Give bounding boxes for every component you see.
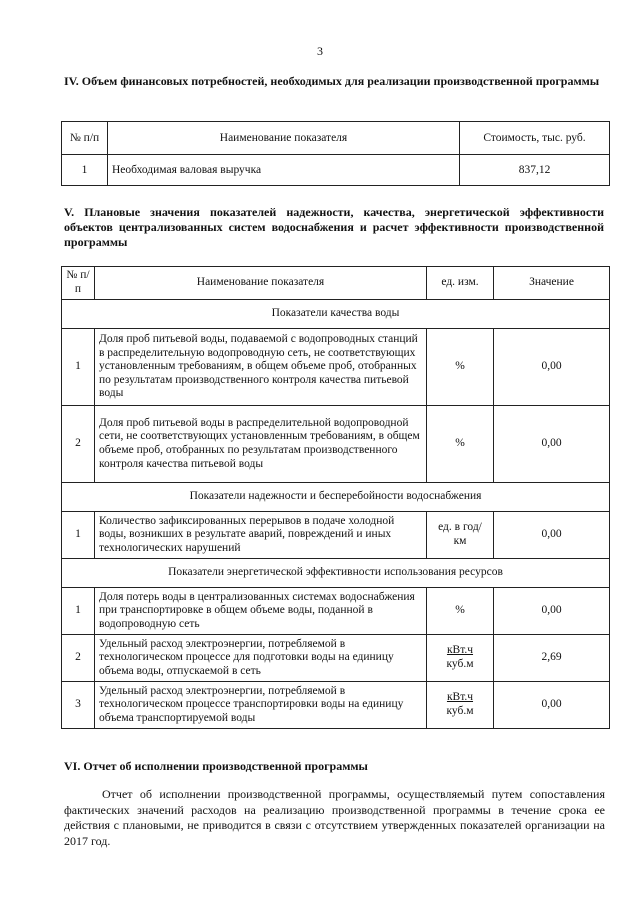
row-number: 1 <box>62 588 95 635</box>
financial-needs-table <box>61 121 610 186</box>
column-header-number: № п/п <box>62 267 95 300</box>
unit-numerator: кВт.ч <box>446 691 474 704</box>
indicator-unit: ед. в год/ км <box>427 512 494 559</box>
table-row <box>62 406 610 483</box>
planned-indicators-table <box>61 266 610 729</box>
group-row-reliability <box>62 483 610 512</box>
section-6-heading: VI. Отчет об исполнении производственной программы <box>64 759 368 773</box>
indicator-unit: % <box>427 329 494 406</box>
unit-denominator: куб.м <box>446 658 474 670</box>
indicator-name: Доля потерь воды в централизованных системах водоснабжения при транспортировке в общем объеме воды, поданной в водопроводную сеть <box>95 588 427 635</box>
table-row <box>62 155 610 186</box>
indicator-value: 0,00 <box>494 588 610 635</box>
indicator-value: 0,00 <box>494 682 610 729</box>
indicator-name: Количество зафиксированных перерывов в подаче холодной воды, возникших в результате аварий, повреждений и иных технологических нарушений <box>95 512 427 559</box>
row-number: 1 <box>62 512 95 559</box>
page-number: 3 <box>317 44 323 58</box>
row-number: 3 <box>62 682 95 729</box>
group-title: Показатели энергетической эффективности использования ресурсов <box>62 559 610 588</box>
unit-denominator: куб.м <box>446 705 474 717</box>
indicator-unit <box>427 635 494 682</box>
indicator-unit: % <box>427 406 494 483</box>
column-header-indicator-name: Наименование показателя <box>95 267 427 300</box>
column-header-cost: Стоимость, тыс. руб. <box>460 122 610 155</box>
column-header-indicator-name: Наименование показателя <box>108 122 460 155</box>
section-5-heading: V. Плановые значения показателей надежности, качества, энергетической эффективности объектов централизованных систем водоснабжения и расчет эффективности производственной программы <box>64 205 604 249</box>
unit-numerator: кВт.ч <box>446 644 474 657</box>
group-row-energy-efficiency <box>62 559 610 588</box>
indicator-value: 837,12 <box>460 155 610 186</box>
table-row <box>62 512 610 559</box>
row-number: 2 <box>62 635 95 682</box>
table-row <box>62 329 610 406</box>
indicator-name: Доля проб питьевой воды, подаваемой с водопроводных станций в распределительную водопроводную сеть, не соответствующих установленным требованиям, в общем объеме проб, отобранных по результатам производственного контроля качества питьевой воды <box>95 329 427 406</box>
row-number: 1 <box>62 155 108 186</box>
column-header-unit: ед. изм. <box>427 267 494 300</box>
group-row-water-quality <box>62 300 610 329</box>
section-6-paragraph: Отчет об исполнении производственной программы, осуществляемый путем сопоставления фактических значений расходов на реализацию производственной программы в течение срока ее действия с плановыми, не приводится в связи с отсутствием утвержденных показателей организации на 2017 год. <box>64 787 605 848</box>
row-number: 2 <box>62 406 95 483</box>
table-row <box>62 682 610 729</box>
indicator-value: 2,69 <box>494 635 610 682</box>
group-title: Показатели качества воды <box>62 300 610 329</box>
indicator-unit <box>427 682 494 729</box>
table-header-row <box>62 122 610 155</box>
indicator-name: Удельный расход электроэнергии, потребляемой в технологическом процессе транспортировки воды на единицу объема транспортируемой воды <box>95 682 427 729</box>
table-header-row <box>62 267 610 300</box>
indicator-value: 0,00 <box>494 329 610 406</box>
indicator-value: 0,00 <box>494 512 610 559</box>
table-row <box>62 588 610 635</box>
group-title: Показатели надежности и бесперебойности водоснабжения <box>62 483 610 512</box>
column-header-value: Значение <box>494 267 610 300</box>
indicator-value: 0,00 <box>494 406 610 483</box>
indicator-name: Доля проб питьевой воды в распределительной водопроводной сети, не соответствующих установленным требованиям, в общем объеме проб, отобранных по результатам производственного контроля качества питьевой воды <box>95 406 427 483</box>
table-row <box>62 635 610 682</box>
indicator-unit: % <box>427 588 494 635</box>
section-4-heading: IV. Объем финансовых потребностей, необходимых для реализации производственной программы <box>64 74 600 88</box>
indicator-name: Удельный расход электроэнергии, потребляемой в технологическом процессе для подготовки воды на единицу объема воды, отпускаемой в сеть <box>95 635 427 682</box>
row-number: 1 <box>62 329 95 406</box>
indicator-name: Необходимая валовая выручка <box>108 155 460 186</box>
column-header-number: № п/п <box>62 122 108 155</box>
